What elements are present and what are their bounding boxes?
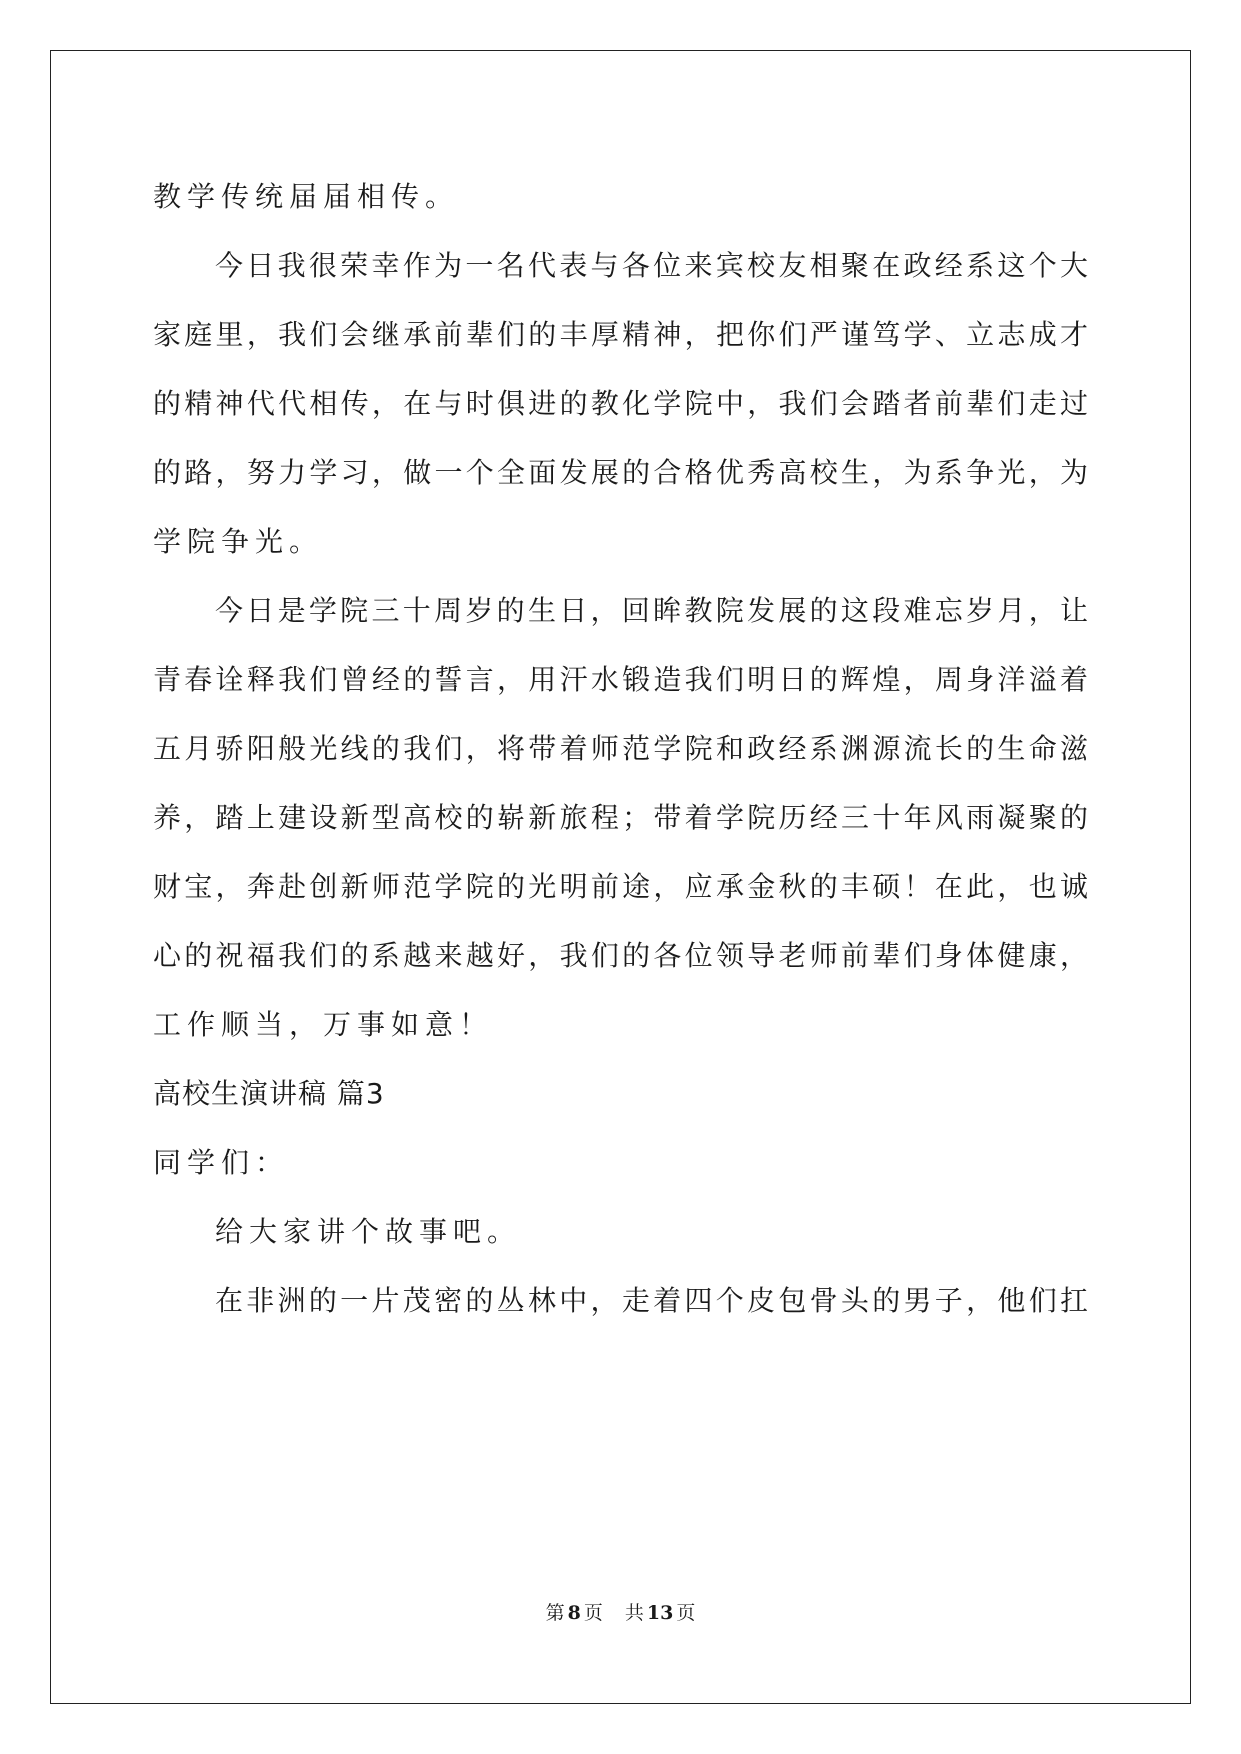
- paragraph-line: 心的祝福我们的系越来越好，我们的各位领导老师前辈们身体健康，: [153, 939, 1088, 972]
- paragraph-line: 的精神代代相传，在与时俱进的教化学院中，我们会踏者前辈们走过: [153, 387, 1088, 420]
- footer-total-suffix: 页: [676, 1602, 696, 1624]
- paragraph-line: 学院争光。: [153, 525, 324, 558]
- footer-total-prefix: 共: [624, 1602, 644, 1624]
- paragraph-line: 今日是学院三十周岁的生日，回眸教院发展的这段难忘岁月，让: [215, 594, 1088, 627]
- paragraph-line: 青春诠释我们曾经的誓言，用汗水锻造我们明日的辉煌，周身洋溢着: [153, 663, 1088, 696]
- paragraph-line: 的路，努力学习，做一个全面发展的合格优秀高校生，为系争光，为: [153, 456, 1088, 489]
- paragraph-line: 今日我很荣幸作为一名代表与各位来宾校友相聚在政经系这个大: [215, 249, 1088, 282]
- section-heading: 高校生演讲稿 篇3: [153, 1077, 385, 1110]
- paragraph-line: 给大家讲个故事吧。: [215, 1215, 522, 1248]
- paragraph-line: 家庭里，我们会继承前辈们的丰厚精神，把你们严谨笃学、立志成才: [153, 318, 1088, 351]
- document-body: [153, 162, 1088, 1335]
- current-page-number: 8: [567, 1602, 581, 1624]
- paragraph-line: 五月骄阳般光线的我们，将带着师范学院和政经系渊源流长的生命滋: [153, 732, 1088, 765]
- salutation: 同学们：: [153, 1146, 290, 1179]
- paragraph-line: 工作顺当，万事如意！: [153, 1008, 494, 1041]
- footer-prefix: 第: [545, 1602, 565, 1624]
- paragraph-line: 教学传统届届相传。: [153, 180, 460, 213]
- total-page-count: 13: [646, 1602, 674, 1624]
- footer-page-suffix: 页: [583, 1602, 603, 1624]
- paragraph-line: 财宝，奔赴创新师范学院的光明前途，应承金秋的丰硕！在此，也诚: [153, 870, 1088, 903]
- paragraph-line: 养，踏上建设新型高校的崭新旅程；带着学院历经三十年风雨凝聚的: [153, 801, 1088, 834]
- page-footer: [0, 1598, 1241, 1625]
- paragraph-line: 在非洲的一片茂密的丛林中，走着四个皮包骨头的男子，他们扛: [215, 1284, 1088, 1317]
